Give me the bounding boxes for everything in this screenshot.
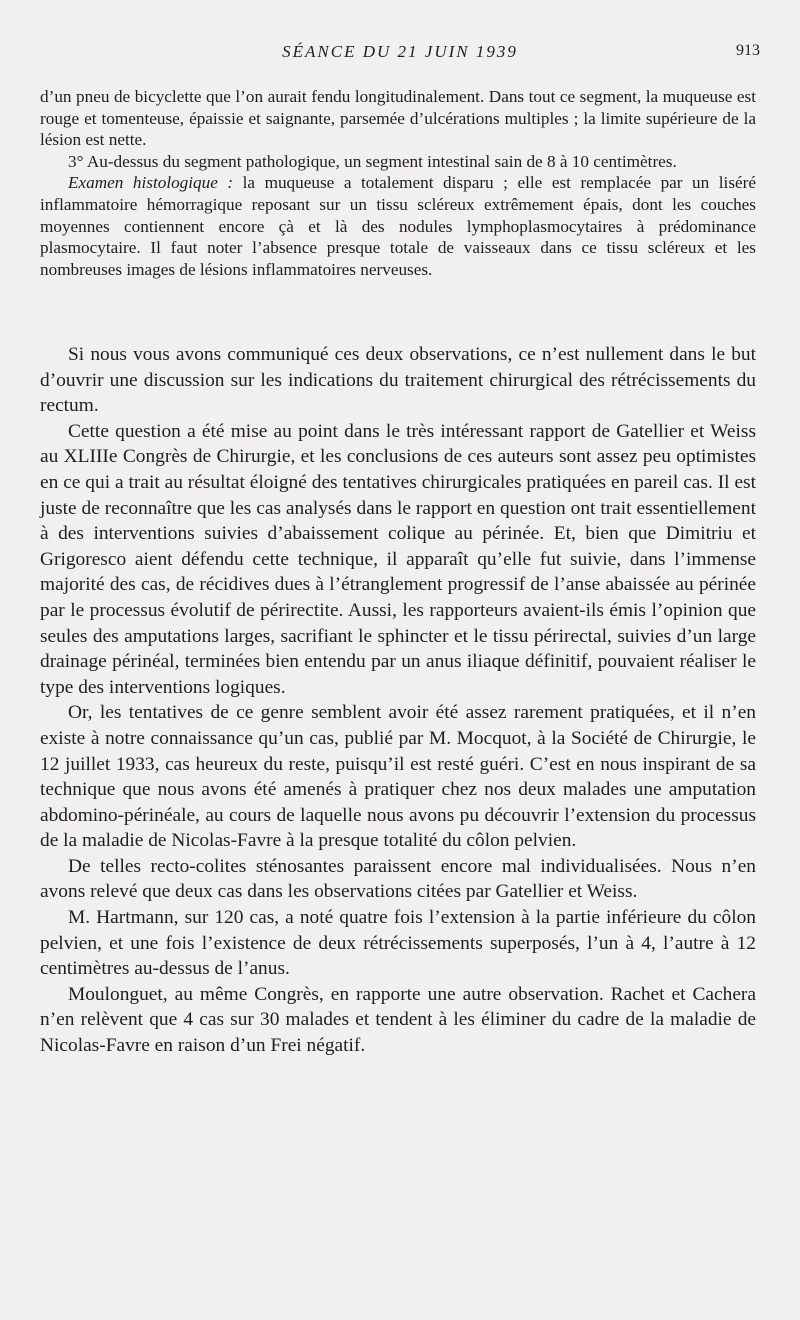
discussion-section	[40, 342, 756, 1059]
paragraph-healthy-segment: 3° Au-dessus du segment pathologique, un segment intestinal sain de 8 à 10 centimètres.	[68, 151, 677, 171]
paragraph-recto-colites: De telles recto-colites sténosantes paraissent encore mal individualisées. Nous n’en avons relevé que deux cas dans les observations citées par Gatellier et Weiss.	[40, 855, 756, 903]
paragraph-histology	[40, 172, 756, 280]
paragraph-discussion-intro: Si nous vous avons communiqué ces deux observations, ce n’est nullement dans le but d’ouvrir une discussion sur les indications du traitement chirurgical des rétrécissements du rectum.	[40, 344, 756, 417]
page-number: 913	[736, 42, 760, 59]
histology-label: Examen histologique :	[68, 173, 234, 193]
paragraph-hartmann: M. Hartmann, sur 120 cas, a noté quatre fois l’extension à la partie inférieure du côlon pelvien, et une fois l’existence de deux rétrécissements superposés, l’un à 4, l’autre à 12 centimètres au-dessus de l’anus.	[40, 907, 756, 980]
paragraph-segment-description: d’un pneu de bicyclette que l’on aurait fendu longitudinalement. Dans tout ce segment, la muqueuse est rouge et tomenteuse, épaissie et saignante, parsemée d’ulcérations multiples ; la limite supérieure de la lésion est nette.	[40, 87, 756, 150]
case-report-section	[40, 86, 756, 280]
page-header	[40, 42, 760, 66]
paragraph-gatellier-weiss: Cette question a été mise au point dans le très intéressant rapport de Gatellier et Weiss au XLIIIe Congrès de Chirurgie, et les conclusions de ces auteurs sont assez peu optimistes en ce qui a trait au résultat éloigné des tentatives chirurgicales pratiquées en pareil cas. Il est juste de reconnaître que les cas analysés dans le rapport en question ont trait essentiellement à des interventions suivies d’abaissement colique au périnée. Et, bien que Dimitriu et Grigoresco aient défendu cette technique, il apparaît qu’elle fut suivie, dans l’immense majorité des cas, de récidives dues à l’étranglement progressif de l’anse abaissée au périnée par le processus évolutif de périrectite. Aussi, les rapporteurs avaient-ils émis l’opinion que seules des amputations larges, sacrifiant le sphincter et le tissu périrectal, suivies d’un large drainage périnéal, terminées bien entendu par un anus iliaque définitif, pouvaient réaliser le type des interventions logiques.	[40, 420, 756, 698]
paragraph-mocquot: Or, les tentatives de ce genre semblent avoir été assez rarement pratiquées, et il n’en existe à notre connaissance qu’un cas, publié par M. Mocquot, à la Société de Chirurgie, le 12 juillet 1933, cas heureux du reste, puisqu’il est resté guéri. C’est en nous inspirant de sa technique que nous avons été amenés à pratiquer chez nos deux malades une amputation abdomino-périnéale, au cours de laquelle nous avons pu découvrir l’extension du processus de la maladie de Nicolas-Favre à la presque totalité du côlon pelvien.	[40, 702, 756, 852]
paragraph-moulonguet: Moulonguet, au même Congrès, en rapporte une autre observation. Rachet et Cachera n’en relèvent que 4 cas sur 30 malades et tendent à les éliminer du cadre de la maladie de Nicolas-Favre en raison d’un Frei négatif.	[40, 983, 756, 1057]
histology-text: la muqueuse a totalement disparu ; elle est remplacée par un liséré inflammatoire hémorragique reposant sur un tissu scléreux extrêmement épais, dont les couches moyennes contiennent encore çà et là des nodules lymphoplasmocytaires à prédominance plasmocytaire. Il faut noter l’absence presque totale de vaisseaux dans ce tissu scléreux et les nombreuses images de lésions inflammatoires nerveuses.	[40, 173, 756, 279]
running-title: SÉANCE DU 21 JUIN 1939	[282, 42, 518, 61]
